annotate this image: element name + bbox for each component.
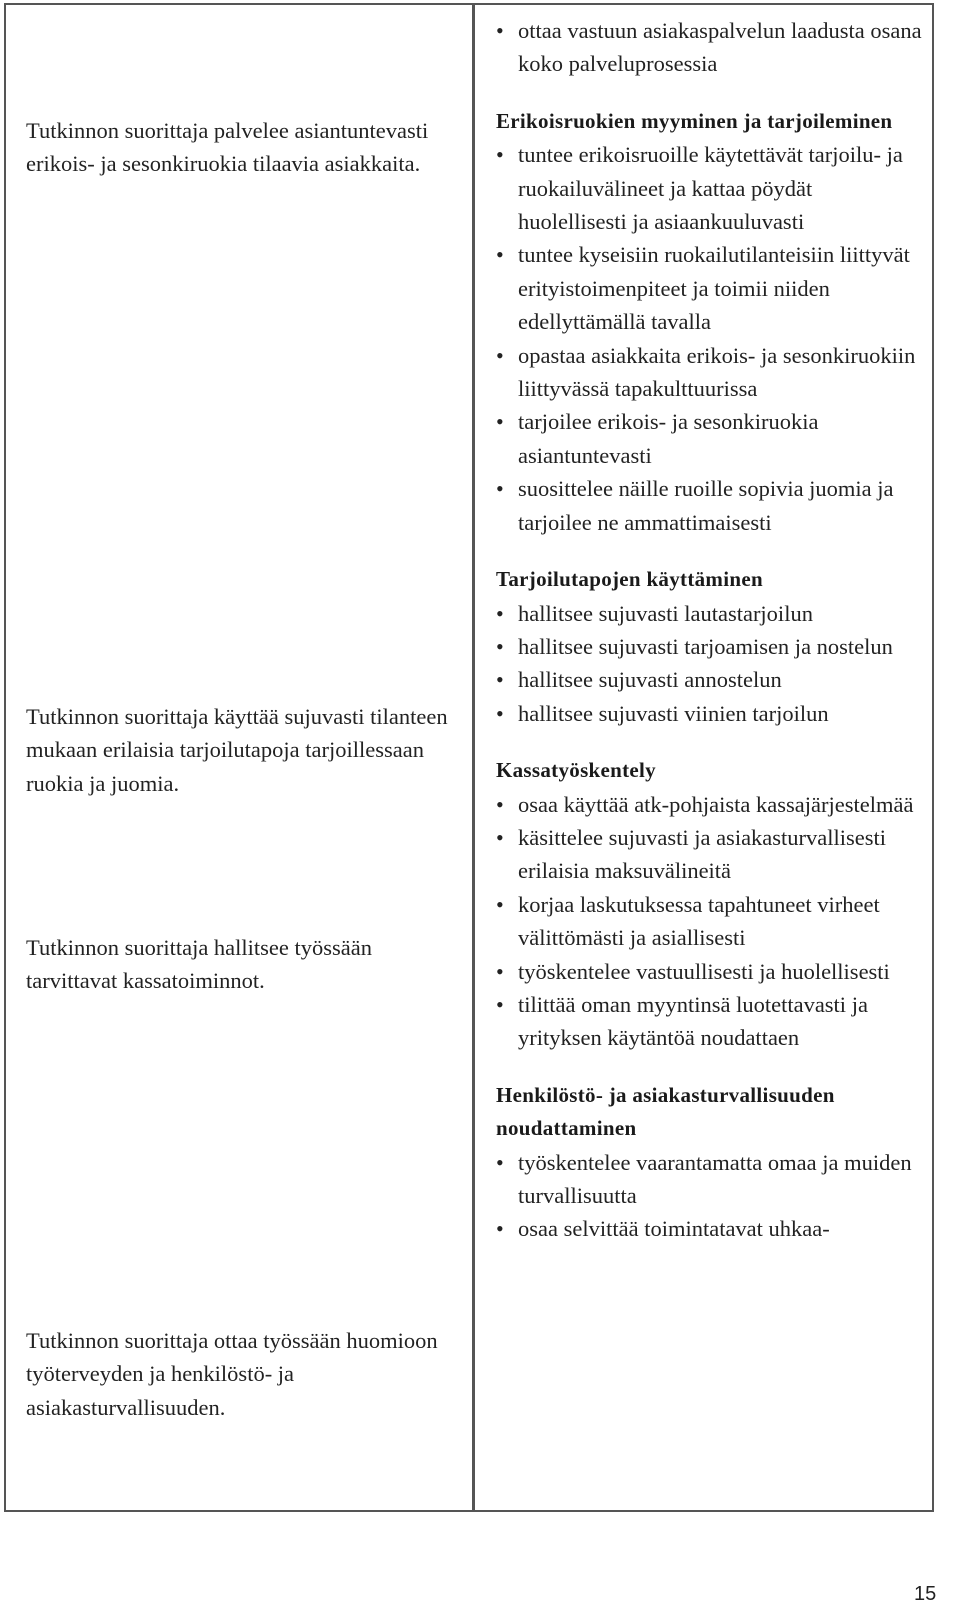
left-paragraph-3: Tutkinnon suorittaja hallitsee työssään tarvittavat kassatoiminnot. [26, 935, 373, 994]
list-item: • hallitsee sujuvasti lautastarjoilun [496, 597, 926, 630]
list-item: • opastaa asiakkaita erikois- ja sesonkiruokiin liittyvässä tapakulttuurissa [496, 339, 926, 406]
section-list [496, 1146, 926, 1246]
section-heading: Tarjoilutapojen käyttäminen [496, 567, 763, 592]
list-item: • tarjoilee erikois- ja sesonkiruokia asiantuntevasti [496, 405, 926, 472]
section-list [496, 788, 926, 1055]
list-item: • työskentelee vastuullisesti ja huolellisesti [496, 955, 926, 988]
list-item: • tuntee erikoisruoille käytettävät tarjoilu- ja ruokailuvälineet ja kattaa pöydät huolellisesti ja asiaankuuluvasti [496, 138, 926, 238]
section-heading: Erikoisruokien myyminen ja tarjoileminen [496, 108, 893, 133]
left-paragraph-4: Tutkinnon suorittaja ottaa työssään huomioon työterveyden ja henkilöstö- ja asiakasturvallisuuden. [26, 1328, 438, 1420]
content-table [4, 3, 934, 1512]
list-item: • osaa käyttää atk-pohjaista kassajärjestelmää [496, 788, 926, 821]
section-heading: Kassatyöskentely [496, 758, 656, 783]
list-item: • hallitsee sujuvasti annostelun [496, 663, 926, 696]
section-list [496, 597, 926, 731]
section-erikoisruokien [496, 105, 926, 539]
section-list [496, 138, 926, 539]
intro-list [496, 14, 926, 81]
list-item: • ottaa vastuun asiakaspalvelun laadusta osana koko palveluprosessia [496, 14, 926, 81]
list-item: • käsittelee sujuvasti ja asiakasturvallisesti erilaisia maksuvälineitä [496, 821, 926, 888]
right-column [496, 14, 926, 1246]
page-number: 15 [914, 1583, 937, 1605]
list-item: • hallitsee sujuvasti viinien tarjoilun [496, 697, 926, 730]
column-divider [472, 5, 475, 1510]
left-paragraph-1: Tutkinnon suorittaja palvelee asiantuntevasti erikois- ja sesonkiruokia tilaavia asiakkaita. [26, 118, 429, 177]
section-kassatyoskentely [496, 754, 926, 1055]
list-item: • korjaa laskutuksessa tapahtuneet virheet välittömästi ja asiallisesti [496, 888, 926, 955]
list-item: • osaa selvittää toimintatavat uhkaa- [496, 1212, 926, 1245]
list-item: • hallitsee sujuvasti tarjoamisen ja nostelun [496, 630, 926, 663]
section-tarjoilutapojen [496, 563, 926, 730]
section-turvallisuus [496, 1079, 926, 1246]
section-heading: Henkilöstö- ja asiakasturvallisuuden noudattaminen [496, 1082, 835, 1141]
list-item: • suosittelee näille ruoille sopivia juomia ja tarjoilee ne ammattimaisesti [496, 472, 926, 539]
list-item: • työskentelee vaarantamatta omaa ja muiden turvallisuutta [496, 1146, 926, 1213]
list-item: • tuntee kyseisiin ruokailutilanteisiin liittyvät erityistoimenpiteet ja toimii niiden edellyttämällä tavalla [496, 238, 926, 338]
list-item: • tilittää oman myyntinsä luotettavasti ja yrityksen käytäntöä noudattaen [496, 988, 926, 1055]
left-paragraph-2: Tutkinnon suorittaja käyttää sujuvasti tilanteen mukaan erilaisia tarjoilutapoja tarjoillessaan ruokia ja juomia. [26, 704, 448, 796]
